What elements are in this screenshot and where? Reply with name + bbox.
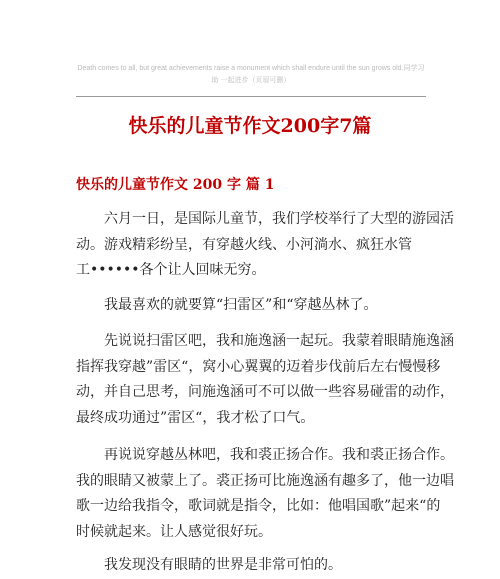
paragraph-line: 工••••••各个让人回味无穷。 <box>76 262 266 278</box>
paragraph-line: 指挥我穿越”雷区“，窝小心翼翼的迈着步伐前后左右慢慢移 <box>76 358 441 375</box>
paragraph-4 <box>76 443 454 545</box>
paragraph-line: 我最喜欢的就要算“扫雷区”和“穿越丛林了。 <box>104 297 378 313</box>
section-heading: 快乐的儿童节作文 200 字 篇 1 <box>76 177 275 193</box>
paragraph-line: 我发现没有眼睛的世界是非常可怕的。 <box>104 557 342 573</box>
paragraph-line: 时候就起来。让人感觉很好玩。 <box>76 523 272 540</box>
paragraph-line: 歌一边给我指令，歌词就是指令，比如：他唱国歌”起来“的 <box>76 498 441 514</box>
paragraph-2 <box>76 293 426 319</box>
paragraph-line: 先说说扫雷区吧，我和施逸涵一起玩。我蒙着眼睛施逸涵 <box>104 333 454 349</box>
paragraph-1 <box>76 207 454 284</box>
paragraph-line: 我的眼睛又被蒙上了。裘正扬可比施逸涵有趣多了，他一边唱 <box>76 472 454 489</box>
header-quote: Death comes to all, but great achievements raise a monument which shall endure until the sun grows old.同学习 <box>77 65 425 72</box>
header-note: 助 一起进步（页眉可删） <box>211 77 291 84</box>
paragraph-line: 六月一日，是国际儿童节，我们学校举行了大型的游园活 <box>104 211 454 227</box>
header-divider <box>76 96 426 97</box>
page-header <box>76 63 426 87</box>
paragraph-line: 最终成功通过”雷区“，我才松了口气。 <box>76 409 315 426</box>
document-title: 快乐的儿童节作文200字7篇 <box>128 115 372 137</box>
paragraph-line: 再说说穿越丛林吧，我和裘正扬合作。我和裘正扬合作。 <box>104 447 454 463</box>
paragraph-line: 动。游戏精彩纷呈，有穿越火线、小河淌水、疯狂水管 <box>76 236 412 253</box>
paragraph-3 <box>76 329 454 431</box>
paragraph-line: 动，并自己思考，问施逸涵可不可以做一些容易碰雷的动作， <box>76 384 454 400</box>
